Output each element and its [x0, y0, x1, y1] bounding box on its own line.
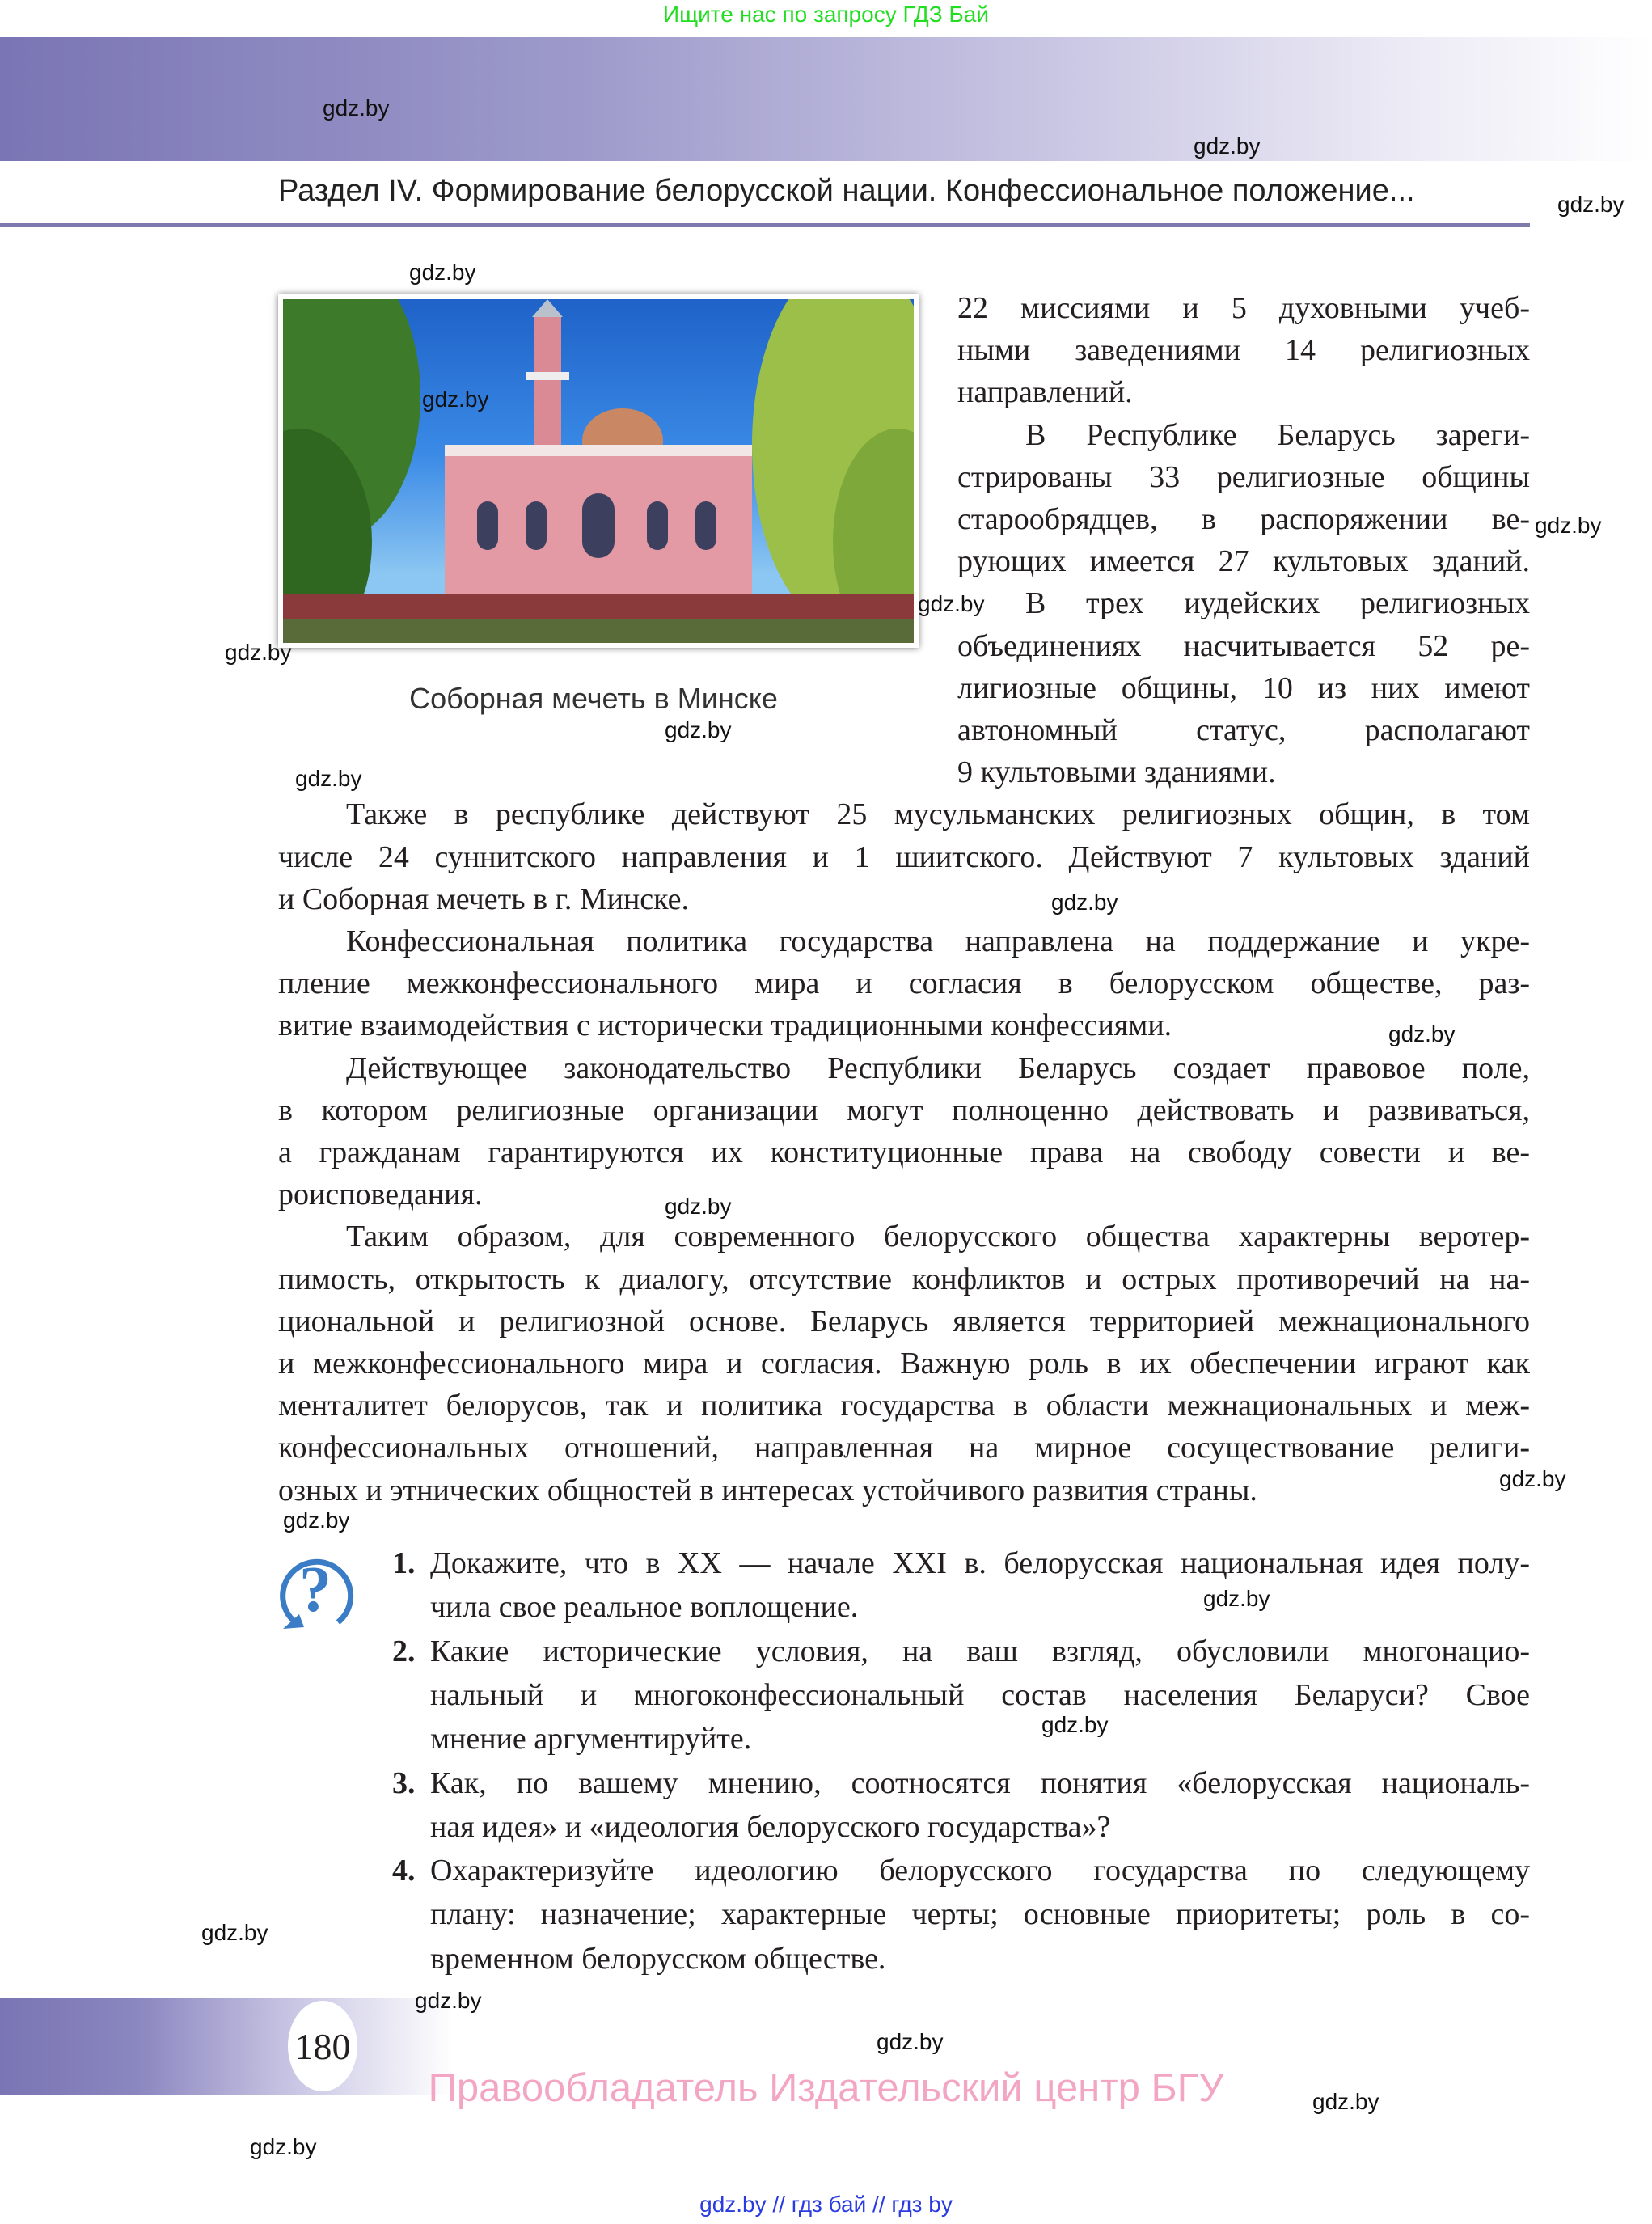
- text-line: Конфессиональная политика государства направлена на поддержание и укре-: [346, 924, 1530, 958]
- gdz-watermark: gdz.by: [225, 640, 292, 665]
- mosque-photo: [278, 294, 919, 648]
- text-line: Действующее законодательство Республики Беларусь создает правовое поле,: [346, 1051, 1530, 1085]
- gdz-watermark: gdz.by: [1535, 513, 1602, 538]
- gdz-watermark: gdz.by: [918, 591, 985, 616]
- text-line: а гражданам гарантируются их конституционные права на свободу совести и ве-: [278, 1135, 1530, 1169]
- question-line: Докажите, что в XX — начале XXI в. белорусская национальная идея полу-: [430, 1546, 1530, 1580]
- text-line: озных и этнических общностей в интересах устойчивого развития страны.: [278, 1473, 1257, 1507]
- text-line: 9 культовыми зданиями.: [957, 755, 1276, 790]
- text-line: Также в республике действуют 25 мусульманских религиозных общин, в том: [346, 797, 1530, 832]
- question-number: 3.: [392, 1765, 416, 1800]
- page-number-text: 180: [294, 2025, 351, 2067]
- section-title: Раздел IV. Формирование белорусской нации. Конфессиональное положение...: [278, 174, 1415, 208]
- text-line: 22 миссиями и 5 духовными учеб-: [957, 291, 1530, 325]
- gdz-watermark: gdz.by: [665, 1194, 732, 1219]
- gdz-watermark: gdz.by: [665, 717, 732, 742]
- gdz-watermark: gdz.by: [201, 1920, 268, 1945]
- text-line: стрированы 33 религиозные общины: [957, 459, 1530, 494]
- text-line: конфессиональных отношений, направленная на мирное сосуществование религи-: [278, 1431, 1530, 1465]
- question-line: ная идея» и «идеология белорусского государства»?: [430, 1809, 1111, 1844]
- text-line: роисповедания.: [278, 1178, 483, 1212]
- text-line: автономный статус, располагают: [957, 713, 1530, 747]
- text-line: витие взаимодействия с исторически традиционными конфессиями.: [278, 1008, 1172, 1043]
- gdz-watermark: gdz.by: [1051, 890, 1118, 915]
- text-line: В трех иудейских религиозных: [1025, 586, 1530, 621]
- footer-links[interactable]: gdz.by // гдз бай // гдз by: [699, 2192, 953, 2217]
- question-line: плану: назначение; характерные черты; основные приоритеты; роль в со-: [430, 1897, 1530, 1932]
- gdz-watermark: gdz.by: [1041, 1712, 1109, 1737]
- text-line: и межконфессионального мира и согласия. Важную роль в их обеспечении играют как: [278, 1347, 1530, 1380]
- question-number: 2.: [392, 1634, 416, 1668]
- header-band: [0, 37, 1652, 161]
- question-line: временном белорусском обществе.: [430, 1941, 886, 1976]
- gdz-watermark: gdz.by: [1312, 2089, 1379, 2114]
- gdz-watermark: gdz.by: [323, 95, 390, 121]
- question-line: нальный и многоконфессиональный состав населения Беларуси? Свое: [430, 1677, 1530, 1712]
- text-line: пление межконфессионального мира и согласия в белорусском обществе, раз-: [278, 966, 1530, 1001]
- mosque-image: [283, 299, 914, 643]
- text-line: лигиозные общины, 10 из них имеют: [957, 670, 1530, 705]
- text-line: числе 24 суннитского направления и 1 шиитского. Действуют 7 культовых зданий: [278, 839, 1530, 874]
- gdz-watermark: gdz.by: [283, 1507, 350, 1533]
- question-number: 4.: [392, 1854, 416, 1888]
- gdz-watermark: gdz.by: [250, 2134, 317, 2159]
- text-line: ными заведениями 14 религиозных: [957, 333, 1530, 368]
- text-line: циональной и религиозной основе. Беларусь является территорией межнационального: [278, 1304, 1530, 1338]
- question-number: 1.: [392, 1546, 416, 1580]
- text-line: объединениях насчитывается 52 ре-: [957, 628, 1530, 663]
- gdz-watermark: gdz.by: [415, 1988, 482, 2013]
- question-icon: [275, 1551, 356, 1632]
- header-divider: [0, 223, 1530, 227]
- gdz-watermark: gdz.by: [295, 766, 362, 791]
- gdz-watermark: gdz.by: [1194, 133, 1261, 159]
- question-line: чила свое реальное воплощение.: [430, 1590, 859, 1625]
- text-line: рующих имеется 27 культовых зданий.: [957, 544, 1530, 579]
- search-notice: Ищите нас по запросу ГДЗ Бай: [662, 2, 990, 27]
- text-line: в котором религиозные организации могут полноценно действовать и развиваться,: [278, 1093, 1530, 1127]
- photo-caption: Соборная мечеть в Минске: [409, 682, 778, 715]
- rights-holder-watermark: Правообладатель Издательский центр БГУ: [428, 2066, 1224, 2110]
- text-line: старообрядцев, в распоряжении ве-: [957, 502, 1530, 536]
- question-line: Охарактеризуйте идеологию белорусского государства по следующему: [430, 1854, 1530, 1888]
- gdz-watermark: gdz.by: [409, 260, 476, 285]
- gdz-watermark: gdz.by: [1203, 1586, 1270, 1611]
- text-line: направлений.: [957, 375, 1133, 410]
- svg-text:?: ?: [299, 1554, 332, 1626]
- text-line: Таким образом, для современного белорусского общества характерны веротер-: [346, 1220, 1530, 1254]
- gdz-watermark: gdz.by: [1557, 192, 1625, 217]
- gdz-watermark: gdz.by: [422, 387, 489, 412]
- text-line: менталитет белорусов, так и политика государства в области межнациональных и меж-: [278, 1389, 1530, 1423]
- question-line: мнение аргументируйте.: [430, 1722, 752, 1757]
- text-line: пимость, открытость к диалогу, отсутствие конфликтов и острых противоречий на на-: [278, 1262, 1530, 1296]
- question-line: Какие исторические условия, на ваш взгляд, обусловили многонацио-: [430, 1634, 1530, 1668]
- text-line: В Республике Беларусь зареги-: [1025, 417, 1530, 452]
- gdz-watermark: gdz.by: [1499, 1466, 1566, 1491]
- gdz-watermark: gdz.by: [877, 2029, 944, 2054]
- gdz-watermark: gdz.by: [1388, 1021, 1456, 1046]
- question-line: Как, по вашему мнению, соотносятся понятия «белорусская националь-: [430, 1765, 1530, 1800]
- text-line: и Соборная мечеть в г. Минске.: [278, 882, 690, 916]
